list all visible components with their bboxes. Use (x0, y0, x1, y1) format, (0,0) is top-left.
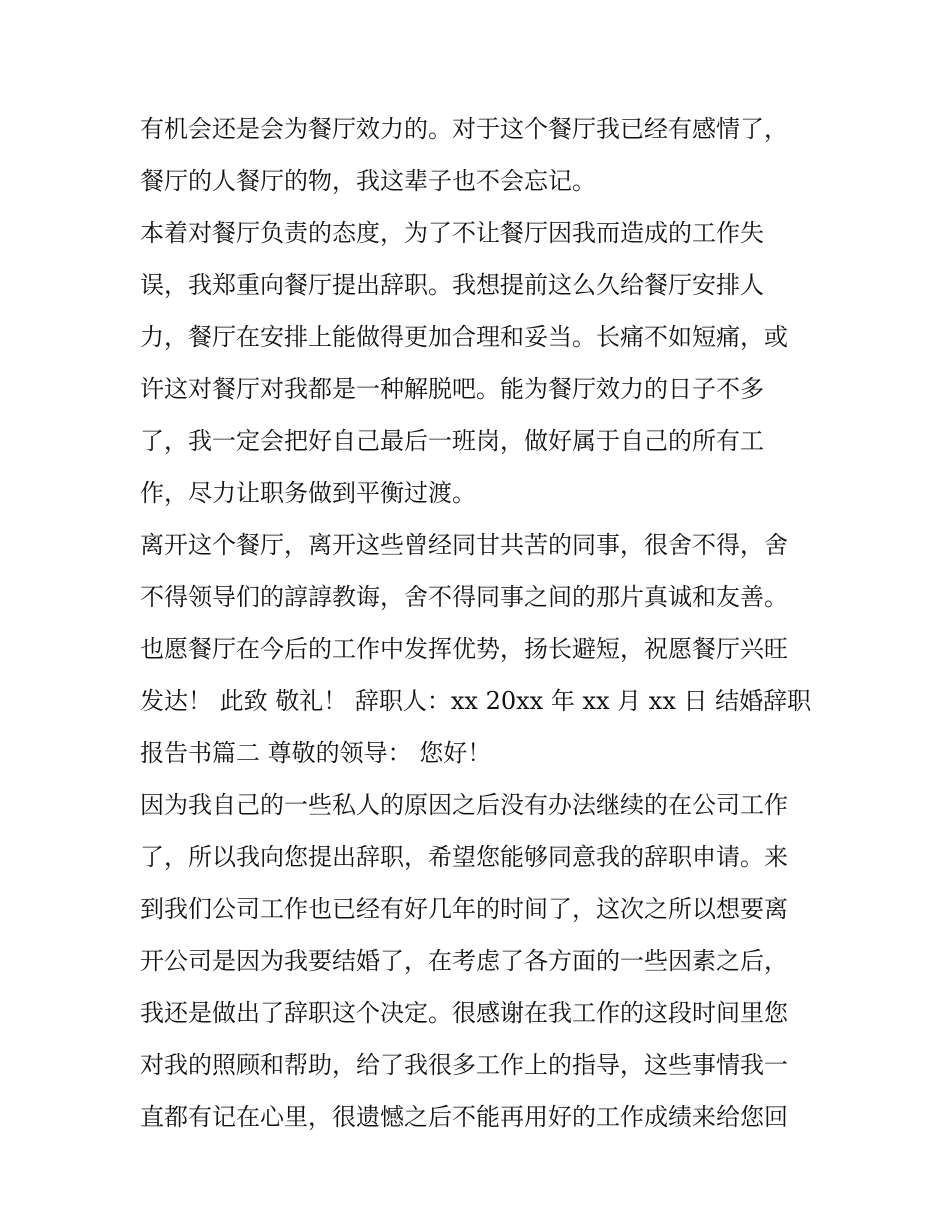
text-line: 本着对餐厅负责的态度，为了不让餐厅因我而造成的工作失 (140, 219, 764, 247)
body-text (140, 103, 820, 1143)
text-line: 也愿餐厅在今后的工作中发挥优势，扬长避短，祝愿餐厅兴旺 (140, 635, 788, 663)
text-line: 有机会还是会为餐厅效力的。对于这个餐厅我已经有感情了， (140, 115, 788, 143)
text-line: 报告书篇二 尊敬的领导： 您好！ (140, 739, 492, 767)
text-line: 误，我郑重向餐厅提出辞职。我想提前这么久给餐厅安排人 (140, 271, 764, 299)
text-line: 作，尽力让职务做到平衡过渡。 (140, 479, 476, 507)
text-line: 发达！ 此致 敬礼！ 辞职人：xx 20xx 年 xx 月 xx 日 结婚辞职 (140, 687, 812, 715)
text-line: 了，所以我向您提出辞职，希望您能够同意我的辞职申请。来 (140, 843, 788, 871)
text-line: 许这对餐厅对我都是一种解脱吧。能为餐厅效力的日子不多 (140, 375, 764, 403)
text-line: 到我们公司工作也已经有好几年的时间了，这次之所以想要离 (140, 895, 788, 923)
text-line: 对我的照顾和帮助，给了我很多工作上的指导，这些事情我一 (140, 1051, 788, 1079)
text-line: 直都有记在心里，很遗憾之后不能再用好的工作成绩来给您回 (140, 1103, 788, 1131)
text-line: 力，餐厅在安排上能做得更加合理和妥当。长痛不如短痛，或 (140, 323, 788, 351)
text-line: 我还是做出了辞职这个决定。很感谢在我工作的这段时间里您 (140, 999, 788, 1027)
text-line: 离开这个餐厅，离开这些曾经同甘共苦的同事，很舍不得，舍 (140, 531, 788, 559)
text-line: 餐厅的人餐厅的物，我这辈子也不会忘记。 (140, 167, 596, 195)
text-line: 开公司是因为我要结婚了，在考虑了各方面的一些因素之后， (140, 947, 788, 975)
text-line: 不得领导们的諄諄教诲，舍不得同事之间的那片真诚和友善。 (140, 583, 788, 611)
text-line: 了，我一定会把好自己最后一班岗，做好属于自己的所有工 (140, 427, 764, 455)
text-line: 因为我自己的一些私人的原因之后没有办法继续的在公司工作 (140, 791, 788, 819)
